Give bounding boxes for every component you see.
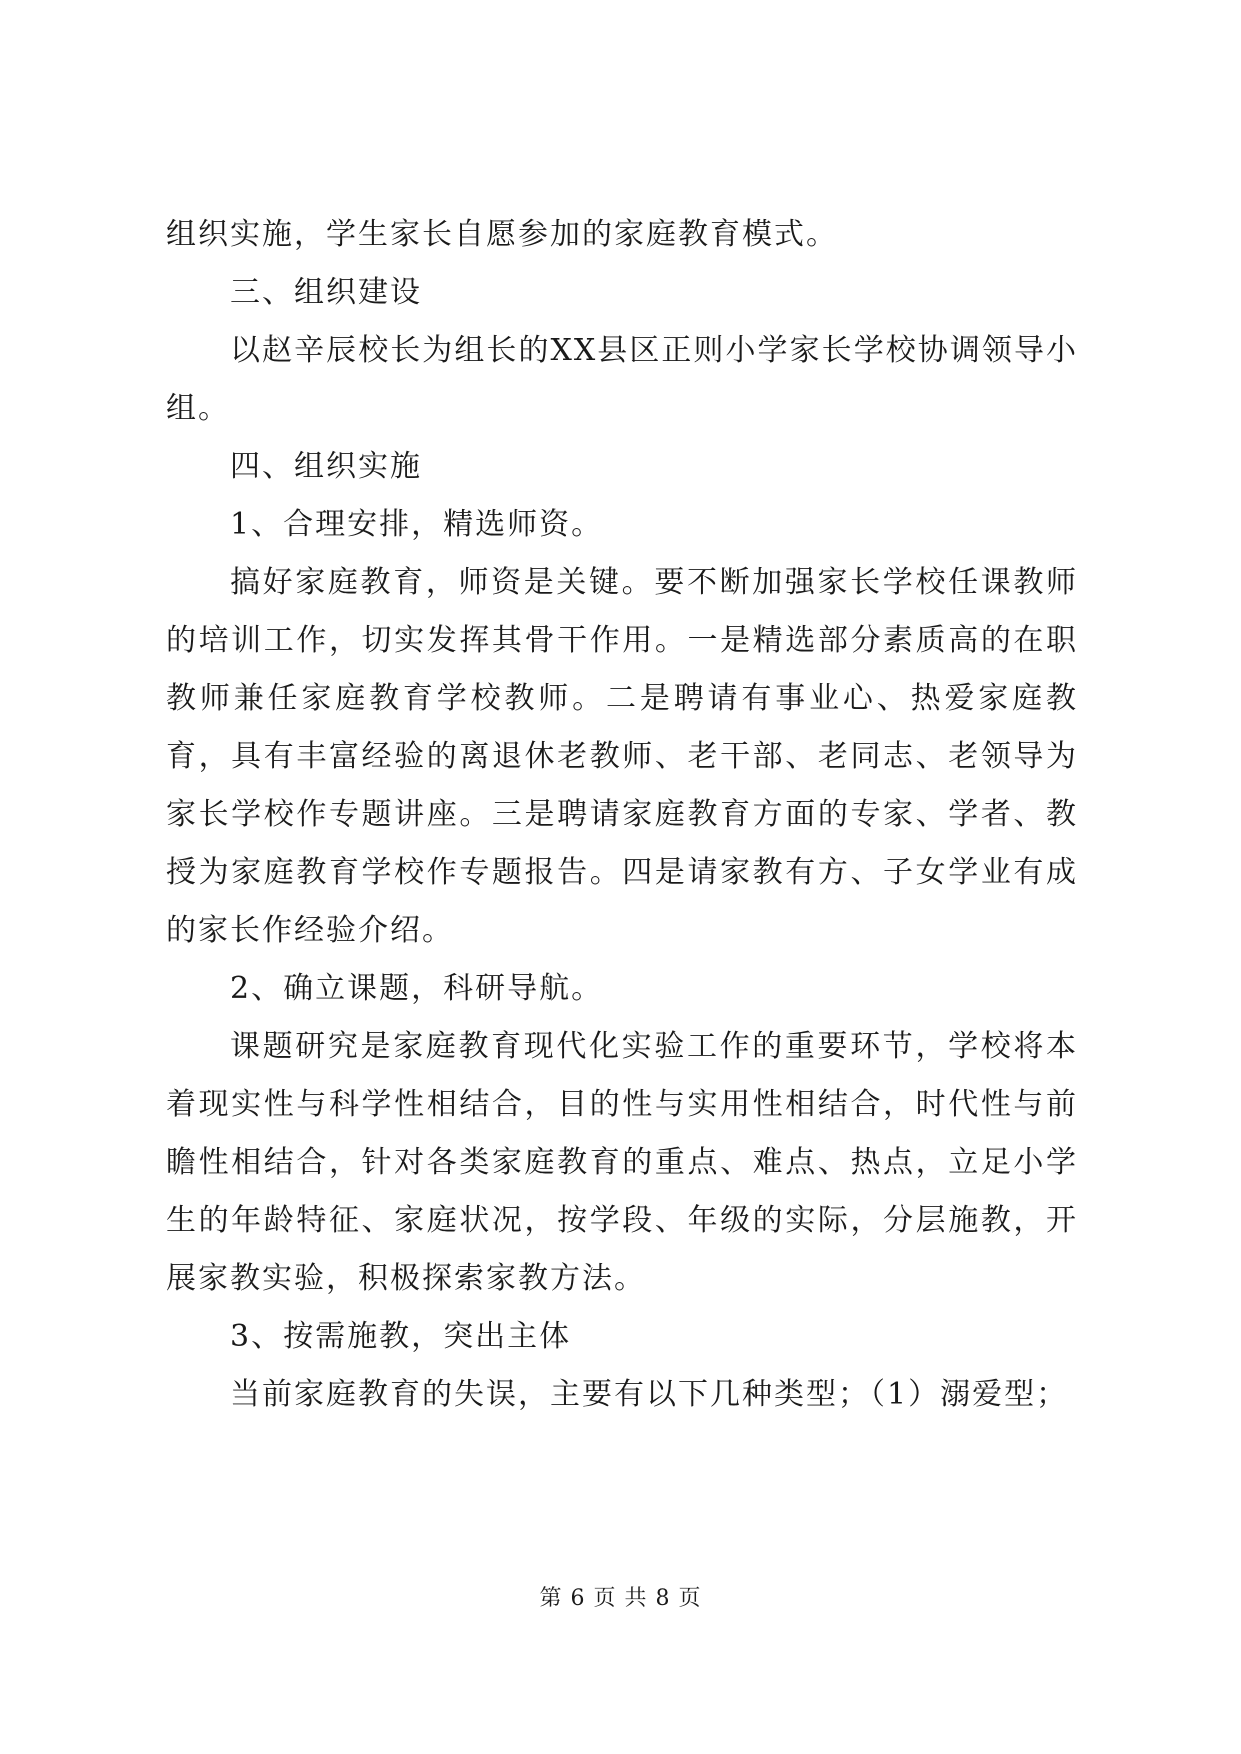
paragraph-leadership-group: 以赵辛辰校长为组长的XX县区正则小学家长学校协调领导小组。 — [166, 333, 1078, 426]
section-heading-organization: 三、组织建设 — [230, 275, 422, 310]
page-footer: 第 6 页 共 8 页 — [539, 1586, 702, 1611]
subheading-research: 2、确立课题，科研导航。 — [230, 971, 604, 1006]
document-body — [166, 206, 1078, 1424]
section-heading-implementation: 四、组织实施 — [230, 449, 422, 484]
paragraph-research: 课题研究是家庭教育现代化实验工作的重要环节，学校将本着现实性与科学性相结合，目的性与实用性相结合，时代性与前瞻性相结合，针对各类家庭教育的重点、难点、热点，立足小学生的年龄特征、家庭状况，按学段、年级的实际，分层施教，开展家教实验，积极探索家教方法。 — [166, 1029, 1078, 1296]
paragraph-errors: 当前家庭教育的失误，主要有以下几种类型；（1）溺爱型； — [230, 1377, 1069, 1412]
paragraph-continuation: 组织实施，学生家长自愿参加的家庭教育模式。 — [166, 217, 838, 252]
subheading-teachers: 1、合理安排，精选师资。 — [230, 507, 604, 542]
subheading-teaching-needs: 3、按需施教，突出主体 — [230, 1319, 572, 1354]
paragraph-teachers: 搞好家庭教育，师资是关键。要不断加强家长学校任课教师的培训工作，切实发挥其骨干作用。一是精选部分素质高的在职教师兼任家庭教育学校教师。二是聘请有事业心、热爱家庭教育，具有丰富经验的离退休老教师、老干部、老同志、老领导为家长学校作专题讲座。三是聘请家庭教育方面的专家、学者、教授为家庭教育学校作专题报告。四是请家教有方、子女学业有成的家长作经验介绍。 — [166, 565, 1078, 948]
